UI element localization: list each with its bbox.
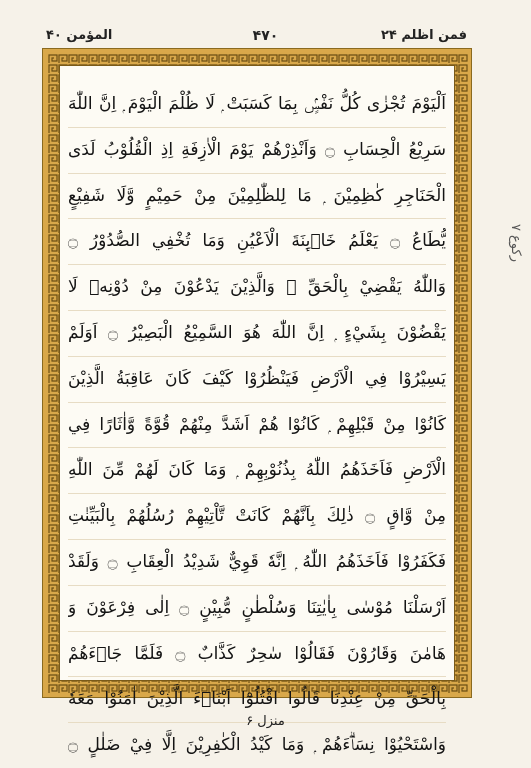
verse-line: سَرِيْعُ الْحِسَابِ ۝ وَاَنْذِرْهُمْ يَوْمَ الْاٰزِفَةِ اِذِ الْقُلُوْبُ لَدَى <box>68 128 446 174</box>
verse-line: اَلْيَوْمَ تُجْزٰى كُلُّ نَفْسٍۢ بِمَا كَسَبَتْ ۭ لَا ظُلْمَ الْيَوْمَ ۭ اِنَّ اللّٰهَ <box>68 82 446 128</box>
page-number: ۴۷۰ <box>252 28 279 44</box>
verse-line: يَقْضُوْنَ بِشَيْءٍ ۭ اِنَّ اللّٰهَ هُوَ السَّمِيْعُ الْبَصِيْرُ ۝ اَوَلَمْ <box>68 311 446 357</box>
verse-line: يُّطَاعُ ۝ يَعْلَمُ خَاۗىِٕنَةَ الْاَعْيُنِ وَمَا تُخْفِي الصُّدُوْرُ ۝ <box>68 219 446 265</box>
verse-line: بِالْحَقِّ مِنْ عِنْدِنَا قَالُوا اقْتُلُوْٓا اَبْنَاۗءَ الَّذِيْنَ اٰمَنُوْا مَعَهٗ <box>68 677 446 723</box>
verse-line: وَاللّٰهُ يَقْضِيْ بِالْحَقِّ ۭ وَالَّذِيْنَ يَدْعُوْنَ مِنْ دُوْنِهٖ لَا <box>68 265 446 311</box>
header-surah-name: فمن اظلم ۲۴ <box>380 28 467 43</box>
verse-lines <box>68 82 446 768</box>
header-para-name: المؤمن ۴۰ <box>46 28 113 43</box>
verse-line: اَرْسَلْنَا مُوْسٰى بِاٰيٰتِنَا وَسُلْطٰنٍ مُّبِيْنٍ ۝ اِلٰى فِرْعَوْنَ وَ <box>68 586 446 632</box>
verse-line: هَامٰنَ وَقَارُوْنَ فَقَالُوْا سٰحِرٌ كَذَّابٌ ۝ فَلَمَّا جَاۗءَهُمْ <box>68 632 446 678</box>
verse-line: مِنْ وَّاقٍ ۝ ذٰلِكَ بِاَنَّهُمْ كَانَتْ تَّاْتِيْهِمْ رُسُلُهُمْ بِالْبَيِّنٰتِ <box>68 494 446 540</box>
verse-line: يَسِيْرُوْا فِي الْاَرْضِ فَيَنْظُرُوْا كَيْفَ كَانَ عَاقِبَةُ الَّذِيْنَ <box>68 357 446 403</box>
ruku-marker: رکوع ۷ <box>508 223 523 262</box>
verse-line: الْاَرْضِ فَاَخَذَهُمُ اللّٰهُ بِذُنُوْبِهِمْ ۭ وَمَا كَانَ لَهُمْ مِّنَ اللّٰهِ <box>68 448 446 494</box>
verse-line: وَاسْتَحْيُوْا نِسَاۗءَهُمْ ۭ وَمَا كَيْدُ الْكٰفِرِيْنَ اِلَّا فِيْ ضَلٰلٍ ۝ <box>68 735 446 756</box>
verse-line: كَانُوْا مِنْ قَبْلِهِمْ ۭ كَانُوْا هُمْ اَشَدَّ مِنْهُمْ قُوَّةً وَّاٰثَارًا فِي <box>68 403 446 449</box>
verse-line: الْحَنَاجِرِ كٰظِمِيْنَ ۭ مَا لِلظّٰلِمِيْنَ مِنْ حَمِيْمٍ وَّلَا شَفِيْعٍ <box>68 174 446 220</box>
verse-line: فَكَفَرُوْا فَاَخَذَهُمُ اللّٰهُ ۭ اِنَّهٗ قَوِيٌّ شَدِيْدُ الْعِقَابِ ۝ وَلَقَدْ <box>68 540 446 586</box>
manzil-footer: منزل ۶ <box>246 714 285 729</box>
